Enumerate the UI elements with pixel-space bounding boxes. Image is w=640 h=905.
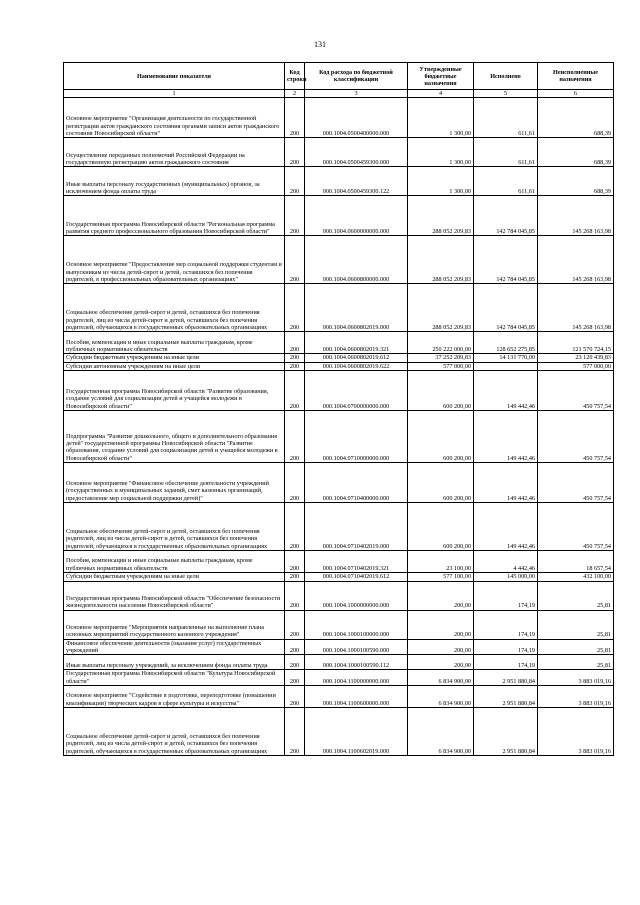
row-classification-code: 000.1004.1100600000.000 — [305, 686, 408, 708]
row-name: Государственная программа Новосибирской области "Региональная программа развития среднего профессионального образования Новосибирской области" — [64, 196, 285, 236]
row-classification-code: 000.1004.0710400000.000 — [305, 463, 408, 503]
header-row — [64, 63, 614, 90]
table-row — [64, 503, 614, 551]
row-name: Иные выплаты персоналу учреждений, за исключением фонда оплаты труда — [64, 655, 285, 670]
column-number: 3 — [305, 90, 408, 98]
row-line-code: 200 — [285, 503, 305, 551]
row-approved: 600 200,00 — [408, 463, 474, 503]
row-executed: 149 442,46 — [474, 503, 538, 551]
column-number: 6 — [538, 90, 614, 98]
row-unexecuted: 23 120 439,83 — [538, 354, 614, 362]
row-name: Основное мероприятие "Организация деятельности по государственной регистрации актов гражданского состояния органами записи актов гражданского состояния Новосибирской области" — [64, 98, 285, 138]
row-line-code: 200 — [285, 411, 305, 463]
column-number: 2 — [285, 90, 305, 98]
row-executed: 149 442,46 — [474, 411, 538, 463]
row-line-code: 200 — [285, 236, 305, 284]
row-name: Социальное обеспечение детей-сирот и детей, оставшихся без попечения родителей, лиц из числа детей-сирот и детей, оставшихся без попечения родителей, обучающихся в государственных образовательных организациях — [64, 708, 285, 756]
row-executed: 4 442,46 — [474, 551, 538, 573]
row-unexecuted: 25,81 — [538, 581, 614, 610]
row-classification-code: 000.1004.0710402019.321 — [305, 551, 408, 573]
row-line-code: 200 — [285, 551, 305, 573]
row-unexecuted: 450 757,54 — [538, 411, 614, 463]
page-number: 131 — [314, 40, 326, 49]
table-row — [64, 284, 614, 332]
row-executed: 14 131 770,00 — [474, 354, 538, 362]
row-approved: 1 300,00 — [408, 138, 474, 167]
row-line-code: 200 — [285, 332, 305, 354]
row-executed: 2 951 880,84 — [474, 670, 538, 686]
row-approved: 288 052 209,83 — [408, 236, 474, 284]
row-approved: 200,00 — [408, 581, 474, 610]
row-line-code: 200 — [285, 167, 305, 196]
budget-report-table — [63, 62, 614, 756]
row-executed: 149 442,46 — [474, 463, 538, 503]
row-classification-code: 000.1004.1100000000.000 — [305, 670, 408, 686]
row-executed: 174,19 — [474, 610, 538, 639]
row-classification-code: 000.1004.0500400000.000 — [305, 98, 408, 138]
table-row — [64, 362, 614, 370]
row-classification-code: 000.1004.0710402019.000 — [305, 503, 408, 551]
row-name: Основное мероприятие "Финансовое обеспечение деятельности учреждений (государственных и муниципальных заданий, смет казенных организаций, предоставление мер социальной поддержки детей)" — [64, 463, 285, 503]
header-unexecuted: Неисполненные назначения — [538, 63, 614, 90]
row-executed: 174,19 — [474, 655, 538, 670]
table-row — [64, 354, 614, 362]
row-name: Субсидии бюджетным учреждениям на иные цели — [64, 354, 285, 362]
row-approved: 577 000,00 — [408, 362, 474, 370]
row-executed — [474, 362, 538, 370]
row-name: Субсидии бюджетным учреждениям на иные цели — [64, 573, 285, 581]
row-unexecuted: 121 570 724,15 — [538, 332, 614, 354]
row-name: Субсидии автономным учреждениям на иные цели — [64, 362, 285, 370]
row-line-code: 200 — [285, 138, 305, 167]
row-executed: 149 442,46 — [474, 371, 538, 411]
row-classification-code: 000.1004.0600802019.321 — [305, 332, 408, 354]
row-approved: 288 052 209,83 — [408, 284, 474, 332]
row-executed: 174,19 — [474, 639, 538, 655]
row-approved: 200,00 — [408, 655, 474, 670]
header-classification-code: Код расхода по бюджетной классификации — [305, 63, 408, 90]
row-unexecuted: 450 757,54 — [538, 503, 614, 551]
row-unexecuted: 450 757,54 — [538, 463, 614, 503]
row-unexecuted: 577 000,00 — [538, 362, 614, 370]
row-unexecuted: 145 268 163,98 — [538, 236, 614, 284]
header-approved: Утвержденные бюджетные назначения — [408, 63, 474, 90]
header-executed: Исполнено — [474, 63, 538, 90]
row-approved: 288 052 209,83 — [408, 196, 474, 236]
row-name: Государственная программа Новосибирской области "Культура Новосибирской области" — [64, 670, 285, 686]
row-unexecuted: 688,39 — [538, 167, 614, 196]
row-unexecuted: 25,81 — [538, 655, 614, 670]
table-row — [64, 167, 614, 196]
row-line-code: 200 — [285, 686, 305, 708]
row-name: Основное мероприятие "Предоставление мер социальной поддержки студентам и выпускникам из числа детей-сирот и детей, оставшихся без попечения родителей, в профессиональных образовательных организациях" — [64, 236, 285, 284]
row-classification-code: 000.1004.0600802019.612 — [305, 354, 408, 362]
row-approved: 577 100,00 — [408, 573, 474, 581]
row-line-code: 200 — [285, 463, 305, 503]
table-row — [64, 236, 614, 284]
row-unexecuted: 688,39 — [538, 98, 614, 138]
row-approved: 600 200,00 — [408, 503, 474, 551]
row-name: Осуществление переданных полномочий Российской Федерации на государственную регистрацию актов гражданского состояния — [64, 138, 285, 167]
row-name: Государственная программа Новосибирской области "Обеспечение безопасности жизнедеятельности населения Новосибирской области" — [64, 581, 285, 610]
row-unexecuted: 25,81 — [538, 639, 614, 655]
row-executed: 128 652 275,85 — [474, 332, 538, 354]
row-line-code: 200 — [285, 708, 305, 756]
row-unexecuted: 145 268 163,98 — [538, 284, 614, 332]
row-unexecuted: 450 757,54 — [538, 371, 614, 411]
table-row — [64, 655, 614, 670]
row-line-code: 200 — [285, 98, 305, 138]
row-line-code: 200 — [285, 196, 305, 236]
row-unexecuted: 432 100,00 — [538, 573, 614, 581]
row-name: Основное мероприятие "Содействие в подготовке, переподготовке (повышении квалификации) творческих кадров в сфере культуры и искусства" — [64, 686, 285, 708]
row-classification-code: 000.1004.0500459300.000 — [305, 138, 408, 167]
table-row — [64, 573, 614, 581]
row-executed: 145 000,00 — [474, 573, 538, 581]
table-row — [64, 610, 614, 639]
row-unexecuted: 3 883 019,16 — [538, 708, 614, 756]
table-row — [64, 639, 614, 655]
column-number: 1 — [64, 90, 285, 98]
row-unexecuted: 3 883 019,16 — [538, 670, 614, 686]
row-approved: 1 300,00 — [408, 167, 474, 196]
row-approved: 200,00 — [408, 610, 474, 639]
row-classification-code: 000.1004.1100602019.000 — [305, 708, 408, 756]
row-approved: 200,00 — [408, 639, 474, 655]
row-executed: 142 784 045,85 — [474, 196, 538, 236]
row-name: Финансовое обеспечение деятельности (оказания услуг) государственных учреждений — [64, 639, 285, 655]
row-line-code: 200 — [285, 655, 305, 670]
table-row — [64, 463, 614, 503]
row-name: Основное мероприятие "Мероприятия направленные на выполнение плана основных мероприятий государственного казенного учреждения" — [64, 610, 285, 639]
table-row — [64, 332, 614, 354]
row-approved: 37 252 209,83 — [408, 354, 474, 362]
row-approved: 1 300,00 — [408, 98, 474, 138]
row-line-code: 200 — [285, 581, 305, 610]
table-row — [64, 196, 614, 236]
header-indicator-name: Наименование показателя — [64, 63, 285, 90]
row-classification-code: 000.1004.0600802019.000 — [305, 284, 408, 332]
row-name: Пособия, компенсации и иные социальные выплаты гражданам, кроме публичных нормативных обязательств — [64, 332, 285, 354]
row-unexecuted: 688,39 — [538, 138, 614, 167]
row-line-code: 200 — [285, 670, 305, 686]
row-executed: 2 951 880,84 — [474, 708, 538, 756]
table-row — [64, 708, 614, 756]
row-classification-code: 000.1004.0600802019.622 — [305, 362, 408, 370]
table-row — [64, 371, 614, 411]
row-executed: 611,61 — [474, 98, 538, 138]
row-classification-code: 000.1004.1000000000.000 — [305, 581, 408, 610]
row-name: Пособия, компенсации и иные социальные выплаты гражданам, кроме публичных нормативных обязательств — [64, 551, 285, 573]
table-row — [64, 551, 614, 573]
row-approved: 6 834 900,00 — [408, 686, 474, 708]
table-row — [64, 411, 614, 463]
row-executed: 2 951 880,84 — [474, 686, 538, 708]
column-number: 5 — [474, 90, 538, 98]
row-line-code: 200 — [285, 573, 305, 581]
row-line-code: 200 — [285, 639, 305, 655]
table-row — [64, 98, 614, 138]
row-approved: 6 834 900,00 — [408, 670, 474, 686]
row-name: Социальное обеспечение детей-сирот и детей, оставшихся без попечения родителей, лиц из числа детей-сирот и детей, оставшихся без попечения родителей, обучающихся в государственных образовательных организациях — [64, 503, 285, 551]
row-approved: 6 834 900,00 — [408, 708, 474, 756]
row-line-code: 200 — [285, 362, 305, 370]
row-name: Иные выплаты персоналу государственных (муниципальных) органов, за исключением фонда оплаты труда — [64, 167, 285, 196]
row-approved: 250 222 000,00 — [408, 332, 474, 354]
row-approved: 600 200,00 — [408, 371, 474, 411]
column-number: 4 — [408, 90, 474, 98]
row-classification-code: 000.1004.1000100590.000 — [305, 639, 408, 655]
row-line-code: 200 — [285, 284, 305, 332]
row-executed: 142 784 045,85 — [474, 284, 538, 332]
row-classification-code: 000.1004.1000100000.000 — [305, 610, 408, 639]
column-number-row — [64, 90, 614, 98]
row-classification-code: 000.1004.0700000000.000 — [305, 371, 408, 411]
row-approved: 600 200,00 — [408, 411, 474, 463]
row-classification-code: 000.1004.0710402019.612 — [305, 573, 408, 581]
row-line-code: 200 — [285, 354, 305, 362]
row-executed: 611,61 — [474, 138, 538, 167]
row-name: Подпрограмма "Развитие дошкольного, общего и дополнительного образования детей" государственной программы Новосибирской области "Развитие образования, создание условий для социализации детей и учащейся молодежи в Новосибирской области" — [64, 411, 285, 463]
table-row — [64, 581, 614, 610]
row-executed: 174,19 — [474, 581, 538, 610]
table-body — [64, 98, 614, 756]
table-row — [64, 138, 614, 167]
table-row — [64, 670, 614, 686]
row-unexecuted: 145 268 163,98 — [538, 196, 614, 236]
row-classification-code: 000.1004.0600000000.000 — [305, 196, 408, 236]
row-classification-code: 000.1004.0500459300.122 — [305, 167, 408, 196]
header-line-code: Код строки — [285, 63, 305, 90]
row-line-code: 200 — [285, 610, 305, 639]
row-unexecuted: 25,81 — [538, 610, 614, 639]
row-classification-code: 000.1004.1000100590.112 — [305, 655, 408, 670]
row-line-code: 200 — [285, 371, 305, 411]
row-executed: 611,61 — [474, 167, 538, 196]
row-unexecuted: 3 883 019,16 — [538, 686, 614, 708]
row-approved: 23 100,00 — [408, 551, 474, 573]
row-unexecuted: 18 657,54 — [538, 551, 614, 573]
table-row — [64, 686, 614, 708]
row-name: Государственная программа Новосибирской области "Развитие образования, создание условий для социализации детей и учащейся молодежи в Новосибирской области" — [64, 371, 285, 411]
row-name: Социальное обеспечение детей-сирот и детей, оставшихся без попечения родителей, лиц из числа детей-сирот и детей, оставшихся без попечения родителей, обучающихся в государственных образовательных организациях — [64, 284, 285, 332]
row-classification-code: 000.1004.0710000000.000 — [305, 411, 408, 463]
row-executed: 142 784 045,85 — [474, 236, 538, 284]
row-classification-code: 000.1004.0600800000.000 — [305, 236, 408, 284]
